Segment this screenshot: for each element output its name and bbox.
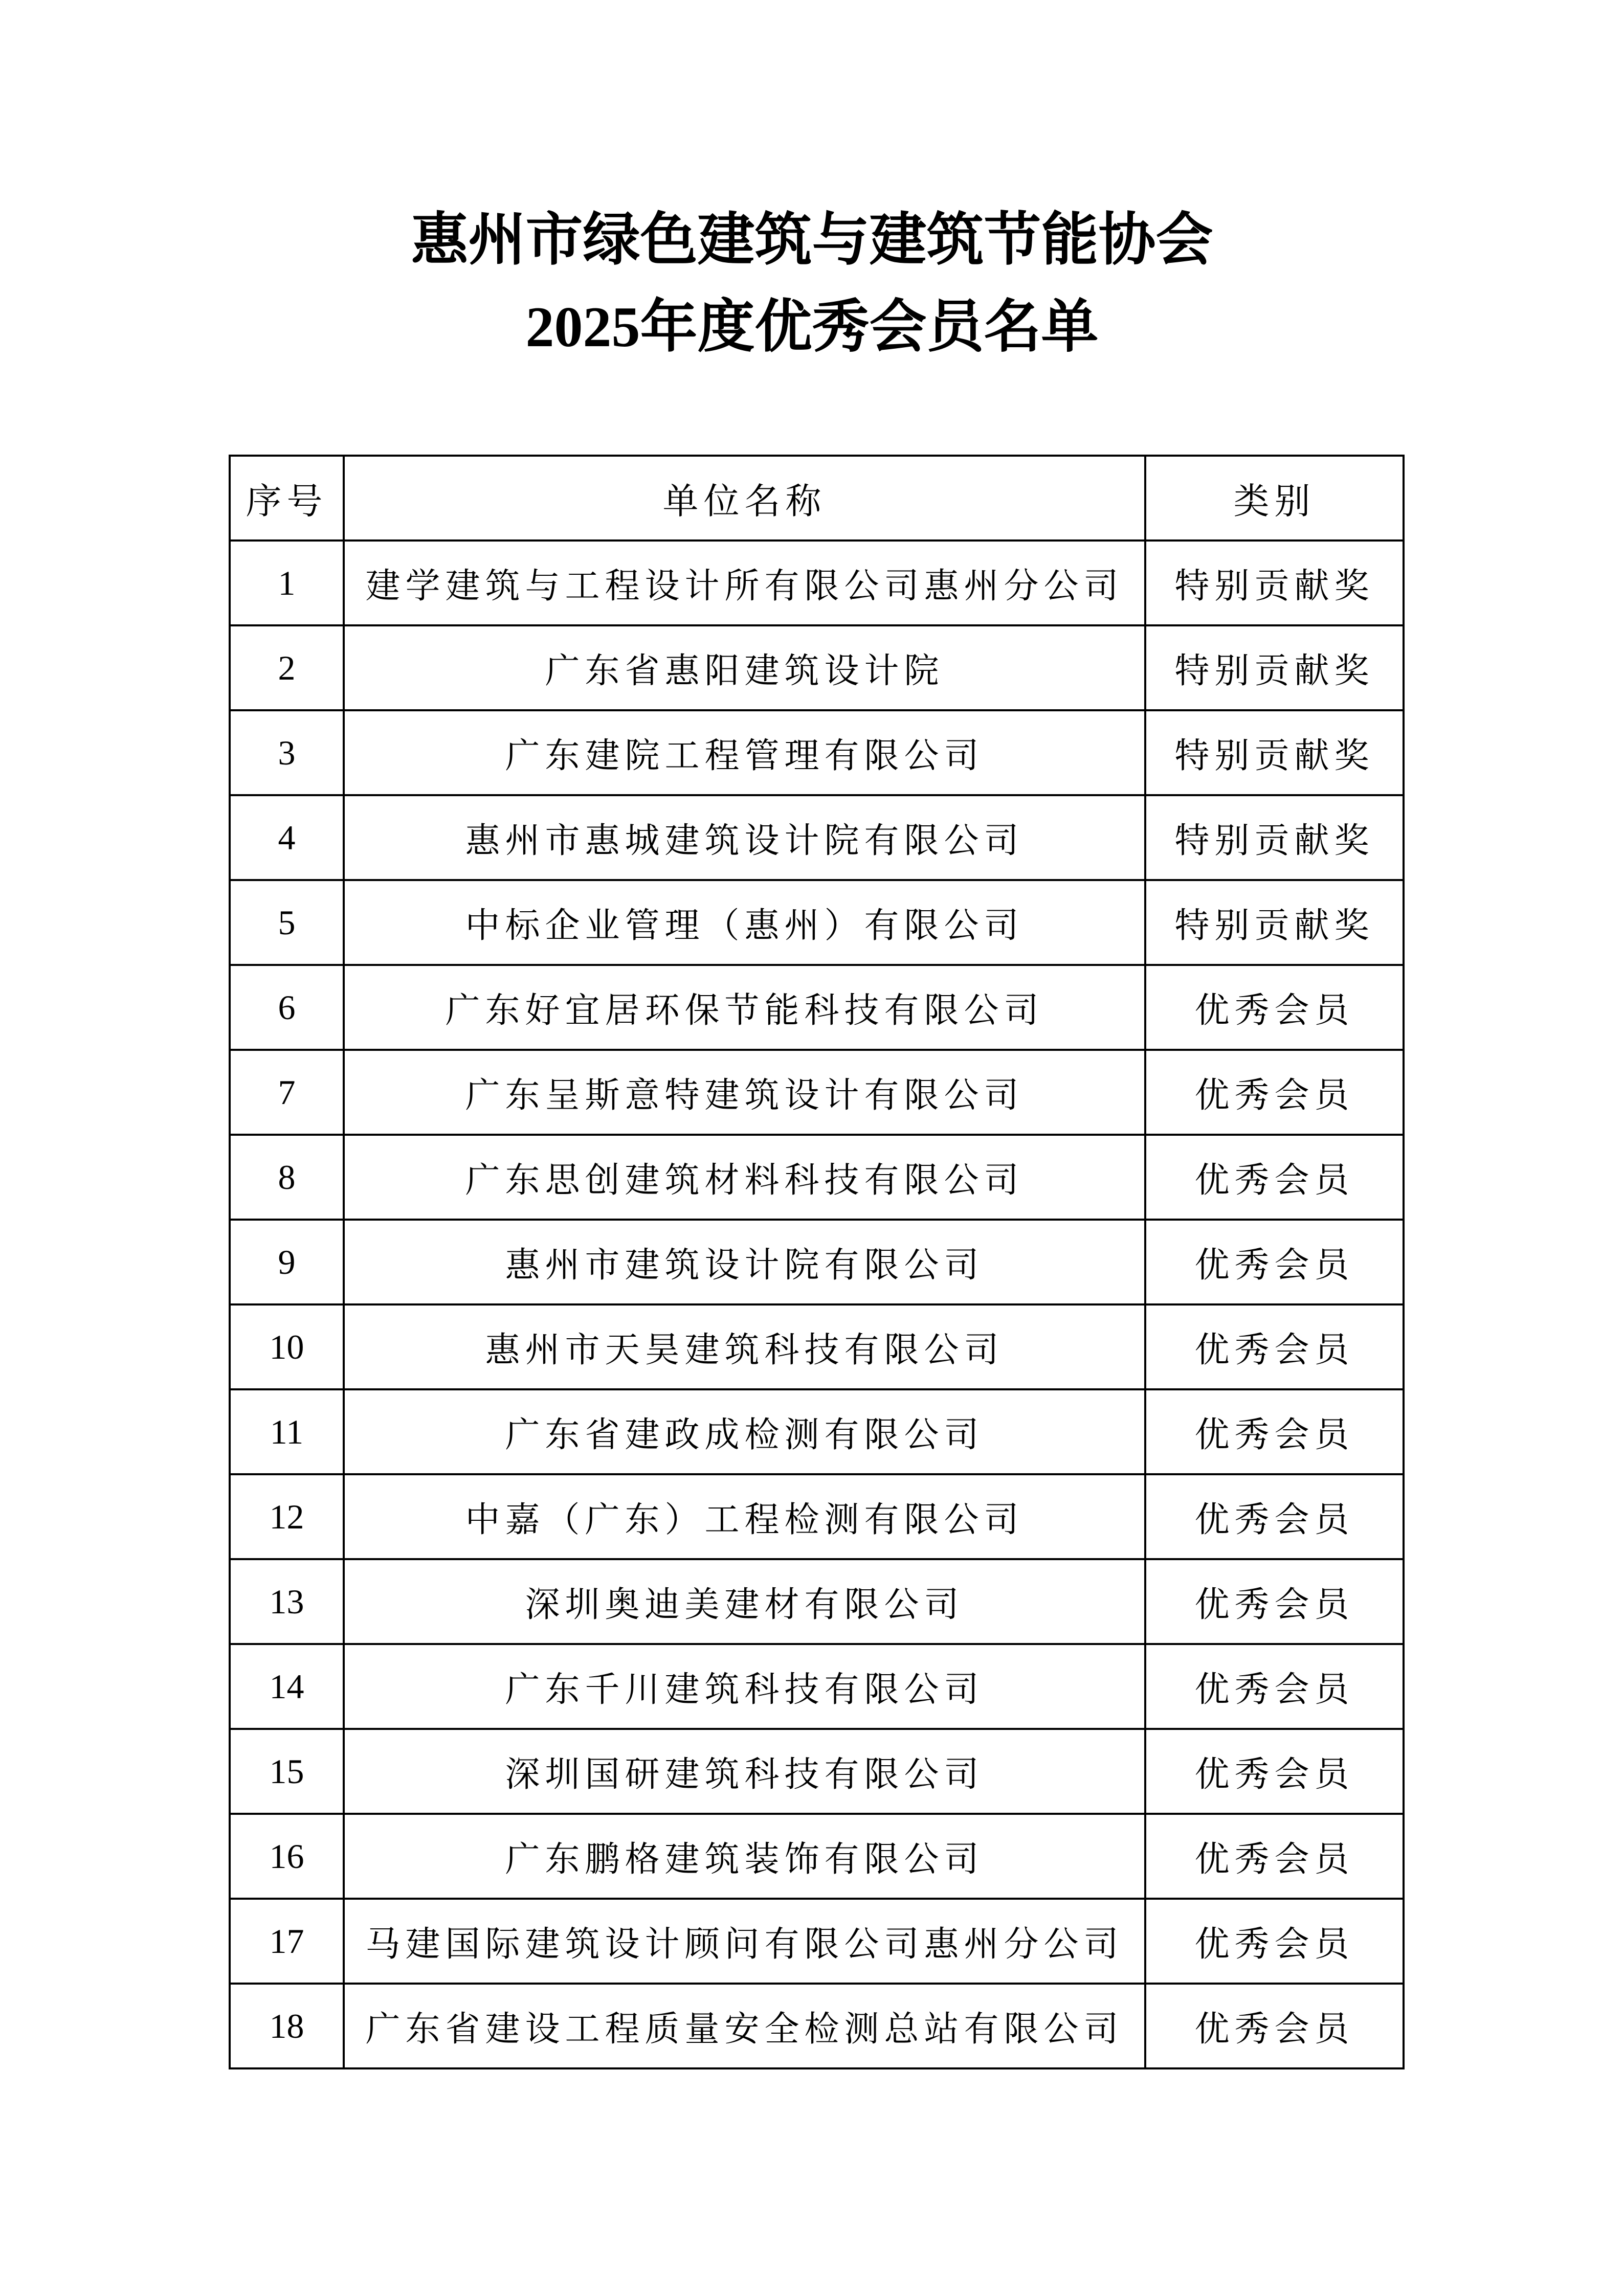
row-number: 14 xyxy=(230,1644,344,1729)
category: 特别贡献奖 xyxy=(1145,880,1404,965)
category: 特别贡献奖 xyxy=(1145,541,1404,625)
table-row xyxy=(230,1729,1404,1814)
table-row xyxy=(230,710,1404,795)
unit-name: 马建国际建筑设计顾问有限公司惠州分公司 xyxy=(344,1899,1145,1984)
table-row xyxy=(230,1644,1404,1729)
unit-name: 惠州市惠城建筑设计院有限公司 xyxy=(344,795,1145,880)
category: 优秀会员 xyxy=(1145,1899,1404,1984)
row-number: 9 xyxy=(230,1220,344,1304)
unit-name: 广东好宜居环保节能科技有限公司 xyxy=(344,965,1145,1050)
unit-name: 广东千川建筑科技有限公司 xyxy=(344,1644,1145,1729)
unit-name: 建学建筑与工程设计所有限公司惠州分公司 xyxy=(344,541,1145,625)
table-row xyxy=(230,880,1404,965)
row-number: 7 xyxy=(230,1050,344,1135)
row-number: 12 xyxy=(230,1474,344,1559)
row-number: 4 xyxy=(230,795,344,880)
unit-name: 广东省惠阳建筑设计院 xyxy=(344,625,1145,710)
category: 优秀会员 xyxy=(1145,1644,1404,1729)
row-number: 11 xyxy=(230,1389,344,1474)
unit-name: 广东省建政成检测有限公司 xyxy=(344,1389,1145,1474)
row-number: 6 xyxy=(230,965,344,1050)
category: 优秀会员 xyxy=(1145,1050,1404,1135)
category: 优秀会员 xyxy=(1145,1474,1404,1559)
category: 优秀会员 xyxy=(1145,1559,1404,1644)
unit-name: 中标企业管理（惠州）有限公司 xyxy=(344,880,1145,965)
category: 优秀会员 xyxy=(1145,1729,1404,1814)
category: 优秀会员 xyxy=(1145,1304,1404,1389)
table-row xyxy=(230,1304,1404,1389)
unit-name: 惠州市建筑设计院有限公司 xyxy=(344,1220,1145,1304)
header-category: 类别 xyxy=(1145,456,1404,541)
category: 优秀会员 xyxy=(1145,1814,1404,1899)
row-number: 13 xyxy=(230,1559,344,1644)
table-row xyxy=(230,541,1404,625)
row-number: 2 xyxy=(230,625,344,710)
table-row xyxy=(230,1984,1404,2068)
category: 优秀会员 xyxy=(1145,965,1404,1050)
unit-name: 广东呈斯意特建筑设计有限公司 xyxy=(344,1050,1145,1135)
unit-name: 广东建院工程管理有限公司 xyxy=(344,710,1145,795)
row-number: 10 xyxy=(230,1304,344,1389)
unit-name: 广东省建设工程质量安全检测总站有限公司 xyxy=(344,1984,1145,2068)
category: 优秀会员 xyxy=(1145,1984,1404,2068)
table-row xyxy=(230,1220,1404,1304)
unit-name: 深圳奥迪美建材有限公司 xyxy=(344,1559,1145,1644)
category: 优秀会员 xyxy=(1145,1389,1404,1474)
member-table xyxy=(229,455,1405,2069)
table-row xyxy=(230,1474,1404,1559)
category: 特别贡献奖 xyxy=(1145,710,1404,795)
header-no: 序号 xyxy=(230,456,344,541)
row-number: 18 xyxy=(230,1984,344,2068)
category: 优秀会员 xyxy=(1145,1220,1404,1304)
document-title: 惠州市绿色建筑与建筑节能协会 xyxy=(411,209,1213,272)
table-row xyxy=(230,795,1404,880)
category: 特别贡献奖 xyxy=(1145,795,1404,880)
table-row xyxy=(230,1559,1404,1644)
unit-name: 惠州市天昊建筑科技有限公司 xyxy=(344,1304,1145,1389)
category: 特别贡献奖 xyxy=(1145,625,1404,710)
unit-name: 深圳国研建筑科技有限公司 xyxy=(344,1729,1145,1814)
header-name: 单位名称 xyxy=(344,456,1145,541)
row-number: 15 xyxy=(230,1729,344,1814)
unit-name: 中嘉（广东）工程检测有限公司 xyxy=(344,1474,1145,1559)
table-row xyxy=(230,1899,1404,1984)
document-subtitle: 2025年度优秀会员名单 xyxy=(525,296,1099,359)
row-number: 17 xyxy=(230,1899,344,1984)
row-number: 1 xyxy=(230,541,344,625)
row-number: 8 xyxy=(230,1135,344,1220)
unit-name: 广东鹏格建筑装饰有限公司 xyxy=(344,1814,1145,1899)
table-row xyxy=(230,1389,1404,1474)
row-number: 3 xyxy=(230,710,344,795)
row-number: 16 xyxy=(230,1814,344,1899)
table-row xyxy=(230,1135,1404,1220)
table-row xyxy=(230,1814,1404,1899)
unit-name: 广东思创建筑材料科技有限公司 xyxy=(344,1135,1145,1220)
row-number: 5 xyxy=(230,880,344,965)
table-row xyxy=(230,1050,1404,1135)
table-row xyxy=(230,965,1404,1050)
category: 优秀会员 xyxy=(1145,1135,1404,1220)
table-row xyxy=(230,625,1404,710)
table-header-row xyxy=(230,456,1404,541)
